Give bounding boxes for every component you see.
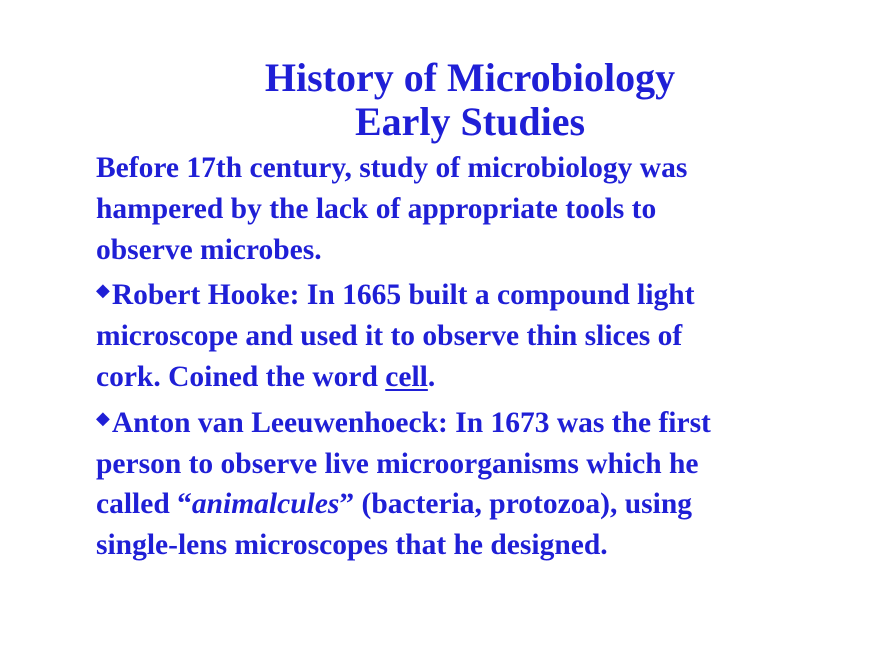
bullet-leeuwenhoeck-text: called “ <box>96 488 192 521</box>
slide-title <box>0 56 880 144</box>
bullet-leeuwenhoeck-line: single-lens microscopes that he designed. <box>96 529 608 562</box>
term-cell: cell <box>385 360 428 393</box>
bullet-leeuwenhoeck <box>96 398 816 566</box>
title-line-2: Early Studies <box>354 99 586 144</box>
diamond-bullet-icon: ◆ <box>96 280 110 301</box>
bullet-leeuwenhoeck-text: Anton van Leeuwenhoeck: In 1673 was the first <box>111 406 711 439</box>
bullet-hooke <box>96 270 816 397</box>
bullet-hooke-line <box>96 357 816 398</box>
intro-line: hampered by the lack of appropriate tools to <box>96 192 657 225</box>
intro-line: Before 17th century, study of microbiology was <box>96 152 688 184</box>
slide-body <box>96 148 816 566</box>
intro-paragraph <box>96 148 816 270</box>
bullet-hooke-line <box>96 270 816 316</box>
diamond-bullet-icon: ◆ <box>96 407 110 428</box>
bullet-hooke-text: Robert Hooke: In 1665 built a compound light <box>111 279 695 312</box>
bullet-leeuwenhoeck-line <box>96 398 816 444</box>
bullet-leeuwenhoeck-line: person to observe live microorganisms which he <box>96 447 699 480</box>
bullet-hooke-text: cork. Coined the word <box>96 360 386 393</box>
bullet-hooke-text: . <box>427 360 436 393</box>
intro-line: observe microbes. <box>96 233 322 266</box>
term-animalcules: animalcules <box>191 488 340 521</box>
bullet-leeuwenhoeck-text: ” (bacteria, protozoa), using <box>339 488 692 521</box>
bullet-hooke-line: microscope and used it to observe thin slices of <box>96 320 683 353</box>
title-line-1: History of Microbiology <box>264 55 676 100</box>
bullet-leeuwenhoeck-line <box>96 484 816 525</box>
